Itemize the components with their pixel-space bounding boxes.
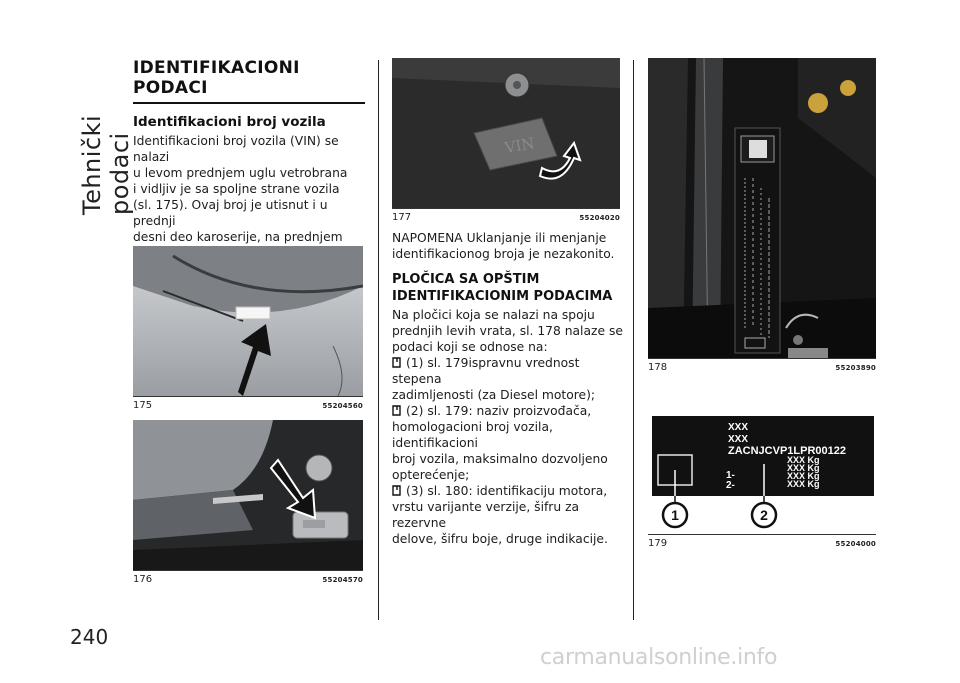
bullet-item-3 [392, 483, 627, 547]
bullet-first-line [392, 483, 627, 499]
note-line: NAPOMENA Uklanjanje ili menjanje [392, 231, 607, 245]
bullet-text: (3) sl. 180: identifikaciju motora, [406, 484, 608, 498]
plate-line: podaci koji se odnose na: [392, 340, 548, 354]
figure-178-number: 178 [648, 362, 668, 373]
column-divider-2 [633, 60, 634, 620]
bullet-line: vrstu varijante verzije, šifru za rezervne [392, 500, 580, 530]
vin-line: u levom prednjem uglu vetrobrana [133, 166, 348, 180]
figure-179-caption [648, 534, 876, 549]
plate-paragraph [392, 307, 627, 355]
bullet-item-2 [392, 403, 627, 483]
bullet-text: (2) sl. 179: naziv proizvođača, [406, 404, 592, 418]
plate-vin-line: ZACNJCVP1LPR00122 [728, 445, 846, 457]
figure-175-code: 55204560 [322, 402, 363, 410]
bullet-first-line [392, 403, 627, 419]
figure-177-image [392, 58, 620, 208]
figure-175-caption [133, 396, 363, 411]
plate-heading-line: PLOČICA SA OPŠTIM [392, 272, 540, 287]
plate-weight-line: XXX Kg [787, 455, 820, 465]
figure-177-plate-text: VIN [503, 134, 536, 158]
bullet-marker-icon [392, 405, 402, 416]
figure-175-image [133, 246, 363, 396]
vin-line: i vidljiv je sa spoljne strane vozila [133, 182, 340, 196]
figure-177-number: 177 [392, 212, 412, 223]
figure-175-number: 175 [133, 400, 153, 411]
plate-line: XXX [728, 434, 749, 445]
figure-176-caption [133, 570, 363, 585]
bullet-marker-icon [392, 357, 402, 368]
callout-1-label: 1 [671, 507, 679, 523]
plate-heading-line: IDENTIFIKACIONIM PODACIMA [392, 289, 613, 304]
bullet-line: opterećenje; [392, 468, 470, 482]
section-title: IDENTIFIKACIONI PODACI [133, 58, 300, 98]
callout-2-label: 2 [760, 507, 768, 523]
figure-176-number: 176 [133, 574, 153, 585]
figure-179-code: 55204000 [835, 540, 876, 548]
plate-line: Na pločici koja se nalazi na spoju [392, 308, 595, 322]
column-divider-1 [378, 60, 379, 620]
figure-176-code: 55204570 [322, 576, 363, 584]
plate-axle-line: 2- [726, 480, 735, 491]
section-title-rule [133, 102, 365, 104]
watermark: carmanualsonline.info [540, 645, 778, 670]
column-2-text [392, 230, 627, 547]
bullet-text: (1) sl. 179ispravnu vrednost stepena [392, 356, 580, 386]
figure-178-code: 55203890 [835, 364, 876, 372]
subsection-title: Identifikacioni broj vozila [133, 114, 326, 130]
vin-line: (sl. 175). Ovaj broj je utisnut i u prednji [133, 198, 328, 228]
page-number: 240 [70, 625, 109, 649]
figure-177-caption [392, 208, 620, 223]
figure-177-code: 55204020 [579, 214, 620, 222]
bullet-marker-icon [392, 485, 402, 496]
bullet-item-1 [392, 355, 627, 403]
bullet-line: homologacioni broj vozila, identifikacioni [392, 420, 553, 450]
figure-178-caption [648, 358, 876, 373]
figure-179-image [648, 412, 876, 537]
figure-176-image [133, 420, 363, 570]
figure-179-number: 179 [648, 538, 668, 549]
bullet-first-line [392, 355, 627, 387]
bullet-line: broj vozila, maksimalno dozvoljeno [392, 452, 608, 466]
plate-heading [392, 271, 627, 305]
plate-weight-line: XXX Kg [787, 471, 820, 481]
plate-weight-line: XXX Kg [787, 463, 820, 473]
figure-178-image [648, 58, 876, 358]
bullet-line: delove, šifru boje, druge indikacije. [392, 532, 608, 546]
vin-line: Identifikacioni broj vozila (VIN) se nalazi [133, 134, 339, 164]
note-line: identifikacionog broja je nezakonito. [392, 247, 615, 261]
plate-line: XXX [728, 422, 749, 433]
plate-line: prednjih levih vrata, sl. 178 nalaze se [392, 324, 623, 338]
plate-axle-line: 1- [726, 470, 735, 481]
plate-weight-line: XXX Kg [787, 479, 820, 489]
bullet-line: zadimljenosti (za Diesel motore); [392, 388, 596, 402]
chapter-side-title: Tehnički podaci [78, 114, 134, 215]
vin-line: desni deo karoserije, na prednjem [133, 230, 343, 244]
